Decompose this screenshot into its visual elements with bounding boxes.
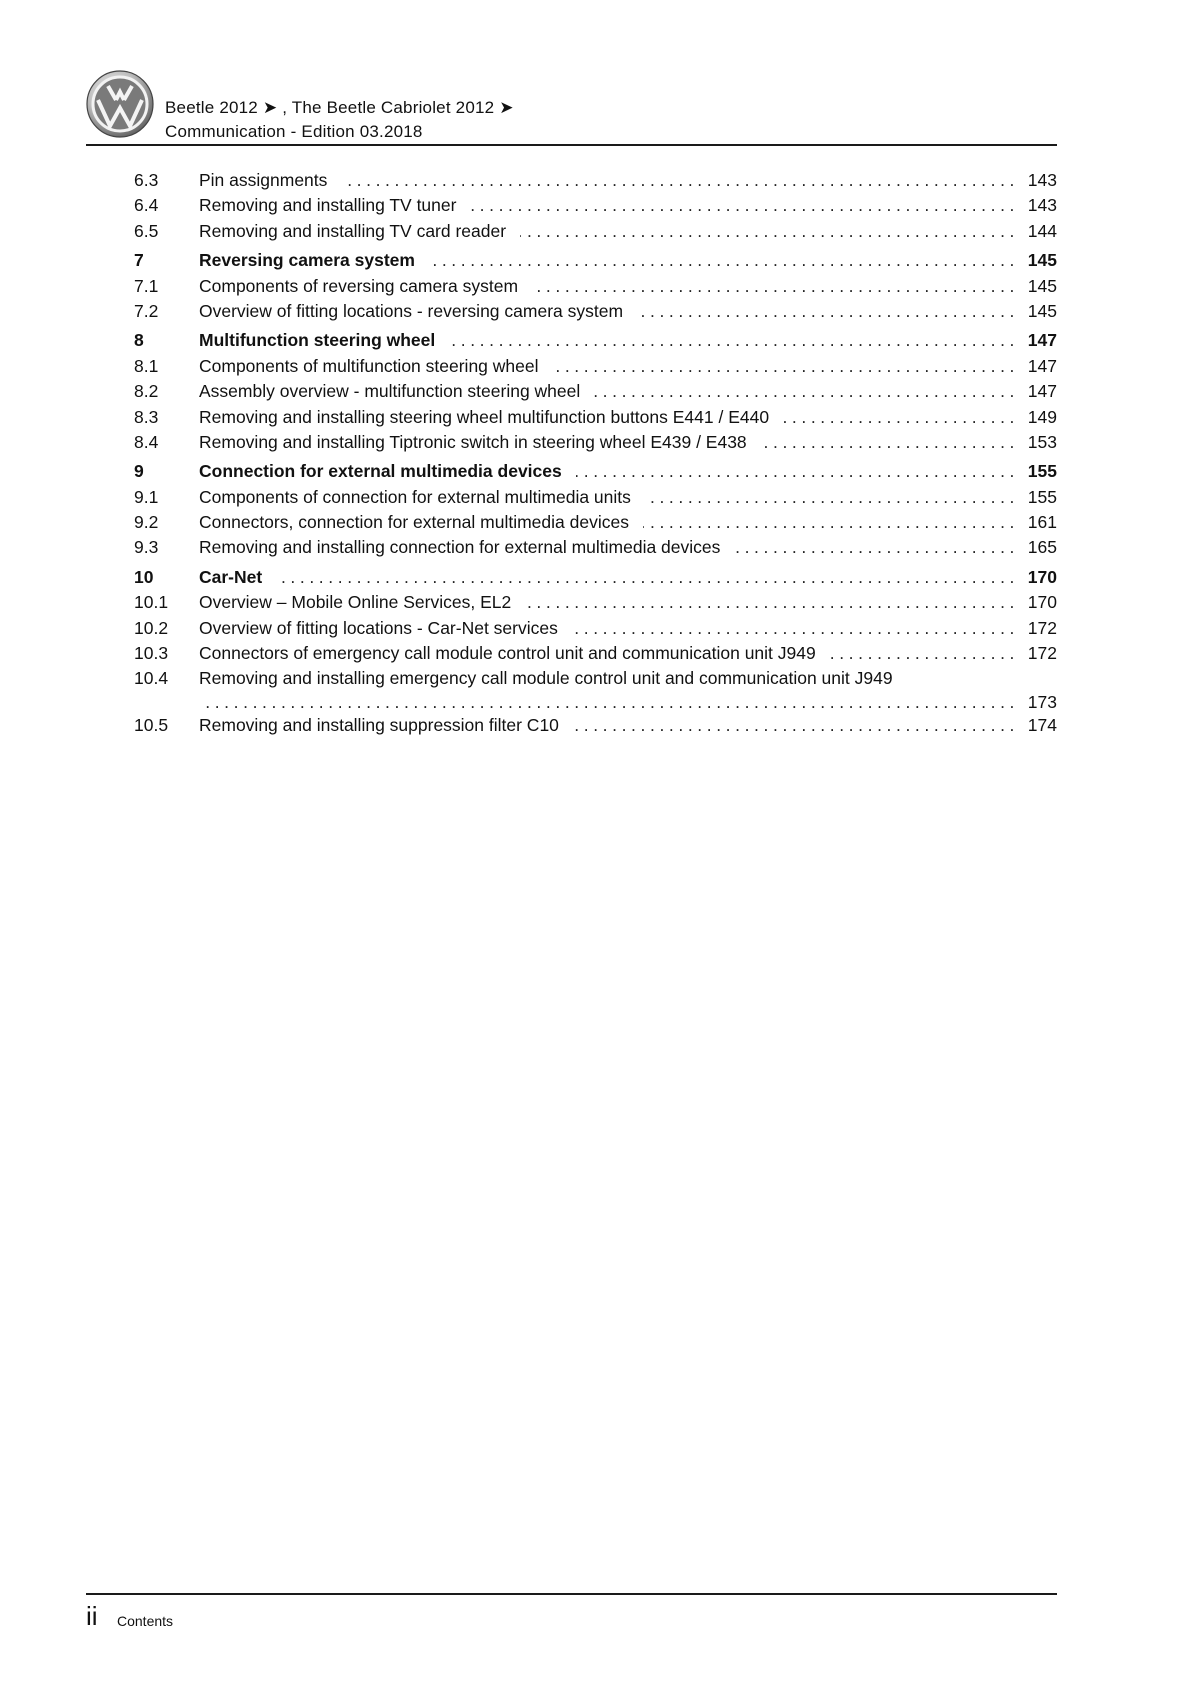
toc-leader-dots — [572, 616, 1019, 641]
toc-leader-dots — [576, 459, 1019, 484]
toc-entry-title: Car-Net — [199, 566, 263, 587]
toc-entry-page: 149 — [1027, 406, 1057, 427]
toc-entry-number: 6.4 — [134, 195, 159, 216]
toc-entry-page: 145 — [1027, 300, 1057, 321]
toc-entry-title: Assembly overview - multifunction steering wheel — [199, 381, 581, 402]
toc-entry-number: 10 — [134, 566, 154, 587]
toc-entry-number: 8.1 — [134, 355, 159, 376]
toc-entry-page: 143 — [1027, 170, 1057, 190]
toc-entry-number: 10.1 — [134, 592, 169, 613]
toc-leader-dots — [573, 713, 1019, 738]
section-label: Contents — [117, 1613, 174, 1629]
toc-entry-number: 9.3 — [134, 537, 159, 558]
toc-entry-number: 7.1 — [134, 275, 159, 296]
toc-leader-dots — [525, 590, 1019, 615]
page-footer — [86, 1593, 1057, 1631]
page-header — [86, 68, 1057, 146]
toc-entry[interactable] — [134, 485, 1057, 510]
toc-entry[interactable] — [134, 219, 1057, 244]
toc-entry[interactable] — [134, 641, 1057, 666]
toc-entry-title: Connectors of emergency call module control unit and communication unit J949 — [199, 643, 816, 664]
toc-entry-page: 170 — [1027, 566, 1057, 587]
toc-entry-page: 155 — [1027, 461, 1057, 482]
toc-entry-title: Connection for external multimedia devices — [199, 461, 562, 482]
toc-entry-number: 10.5 — [134, 714, 169, 735]
toc-entry-title: Removing and installing TV card reader — [199, 220, 507, 241]
toc-entry[interactable] — [134, 616, 1057, 641]
toc-entry-number: 9 — [134, 461, 144, 482]
toc-entry-page: 145 — [1027, 275, 1057, 296]
toc-entry[interactable] — [134, 299, 1057, 324]
toc-entry[interactable] — [134, 379, 1057, 404]
toc-entry-number: 9.2 — [134, 512, 159, 533]
toc-entry-title: Removing and installing suppression filter C10 — [199, 714, 559, 735]
toc-leader-dots — [429, 248, 1019, 273]
toc-leader-dots — [276, 565, 1019, 590]
toc-leader-dots — [783, 405, 1019, 430]
toc-entry-number: 8.3 — [134, 406, 159, 427]
toc-entry[interactable] — [134, 430, 1057, 455]
toc-entry-title: Removing and installing steering wheel multifunction buttons E441 / E440 — [199, 406, 770, 427]
toc-entry-page: 143 — [1027, 195, 1057, 216]
toc-entry-page: 161 — [1027, 512, 1057, 533]
toc-entry-page: 153 — [1027, 431, 1057, 452]
toc-entry[interactable] — [134, 354, 1057, 379]
toc-entry-title: Overview of fitting locations - reversing camera system — [199, 300, 624, 321]
toc-leader-dots — [470, 193, 1019, 218]
document-title: Beetle 2012 ➤ , The Beetle Cabriolet 2012 ➤ — [165, 98, 514, 117]
toc-leader-dots — [645, 485, 1019, 510]
toc-leader-dots — [341, 168, 1019, 193]
toc-entry-title: Pin assignments — [199, 170, 328, 190]
toc-leader-dots — [199, 692, 1019, 713]
toc-entry-page: 147 — [1027, 330, 1057, 351]
toc-leader-dots — [643, 510, 1019, 535]
toc-entry-page: 147 — [1027, 381, 1057, 402]
toc-entry-page: 170 — [1027, 592, 1057, 613]
toc-entry-title: Overview of fitting locations - Car-Net services — [199, 617, 558, 638]
toc-leader-dots — [520, 219, 1019, 244]
toc-entry-continuation — [134, 692, 1057, 713]
toc-entry-page: 173 — [1027, 691, 1057, 712]
toc-leader-dots — [761, 430, 1019, 455]
toc-entry-page: 165 — [1027, 537, 1057, 558]
toc-entry-title: Components of reversing camera system — [199, 275, 519, 296]
toc-entry-page: 172 — [1027, 617, 1057, 638]
document-subtitle: Communication - Edition 03.2018 — [165, 122, 423, 141]
page-number: ii — [86, 1601, 98, 1631]
toc-entry[interactable] — [134, 713, 1057, 738]
toc-entry-number: 10.3 — [134, 643, 169, 664]
toc-entry-title: Components of connection for external multimedia units — [199, 486, 631, 507]
toc-entry-title: Removing and installing TV tuner — [199, 195, 457, 216]
toc-entry[interactable] — [134, 590, 1057, 615]
toc-leader-dots — [532, 274, 1019, 299]
toc-entry-page: 145 — [1027, 250, 1057, 271]
toc-entry-number: 8.4 — [134, 431, 159, 452]
toc-chapter-entry[interactable] — [134, 248, 1057, 273]
toc-entry-number: 6.5 — [134, 220, 159, 241]
toc-entry-title: Reversing camera system — [199, 250, 415, 271]
table-of-contents — [134, 168, 1057, 738]
toc-entry-number: 8 — [134, 330, 144, 351]
toc-entry-page: 147 — [1027, 355, 1057, 376]
toc-entry-number: 7 — [134, 250, 144, 271]
toc-entry-title: Multifunction steering wheel — [199, 330, 436, 351]
toc-leader-dots — [734, 535, 1019, 560]
toc-leader-dots — [449, 328, 1019, 353]
toc-entry-number: 10.2 — [134, 617, 169, 638]
toc-entry[interactable] — [134, 510, 1057, 535]
toc-entry-title: Removing and installing connection for external multimedia devices — [199, 537, 721, 558]
toc-leader-dots — [830, 641, 1019, 666]
toc-entry[interactable] — [134, 405, 1057, 430]
toc-leader-dots — [553, 354, 1020, 379]
toc-entry-title: Removing and installing emergency call module control unit and communication unit J949 — [199, 668, 893, 689]
toc-entry[interactable] — [134, 666, 1057, 691]
toc-entry-number: 6.3 — [134, 170, 159, 190]
toc-leader-dots — [594, 379, 1019, 404]
toc-chapter-entry[interactable] — [134, 328, 1057, 353]
toc-entry[interactable] — [134, 168, 1057, 193]
toc-entry-page: 174 — [1027, 714, 1057, 735]
toc-entry-number: 8.2 — [134, 381, 159, 402]
toc-entry[interactable] — [134, 535, 1057, 560]
toc-chapter-entry[interactable] — [134, 459, 1057, 484]
toc-entry-title: Connectors, connection for external multimedia devices — [199, 512, 629, 533]
vw-logo-icon — [86, 70, 154, 138]
toc-entry-title: Overview – Mobile Online Services, EL2 — [199, 592, 512, 613]
toc-entry-number: 10.4 — [134, 668, 169, 689]
toc-chapter-entry[interactable] — [134, 565, 1057, 590]
toc-entry-title: Components of multifunction steering wheel — [199, 355, 539, 376]
toc-entry-page: 172 — [1027, 643, 1057, 664]
toc-entry-number: 7.2 — [134, 300, 159, 321]
toc-entry-title: Removing and installing Tiptronic switch in steering wheel E439 / E438 — [199, 431, 747, 452]
toc-entry-number: 9.1 — [134, 486, 159, 507]
toc-entry[interactable] — [134, 274, 1057, 299]
toc-entry[interactable] — [134, 193, 1057, 218]
toc-entry-page: 144 — [1027, 220, 1057, 241]
toc-leader-dots — [637, 299, 1019, 324]
toc-entry-page: 155 — [1027, 486, 1057, 507]
